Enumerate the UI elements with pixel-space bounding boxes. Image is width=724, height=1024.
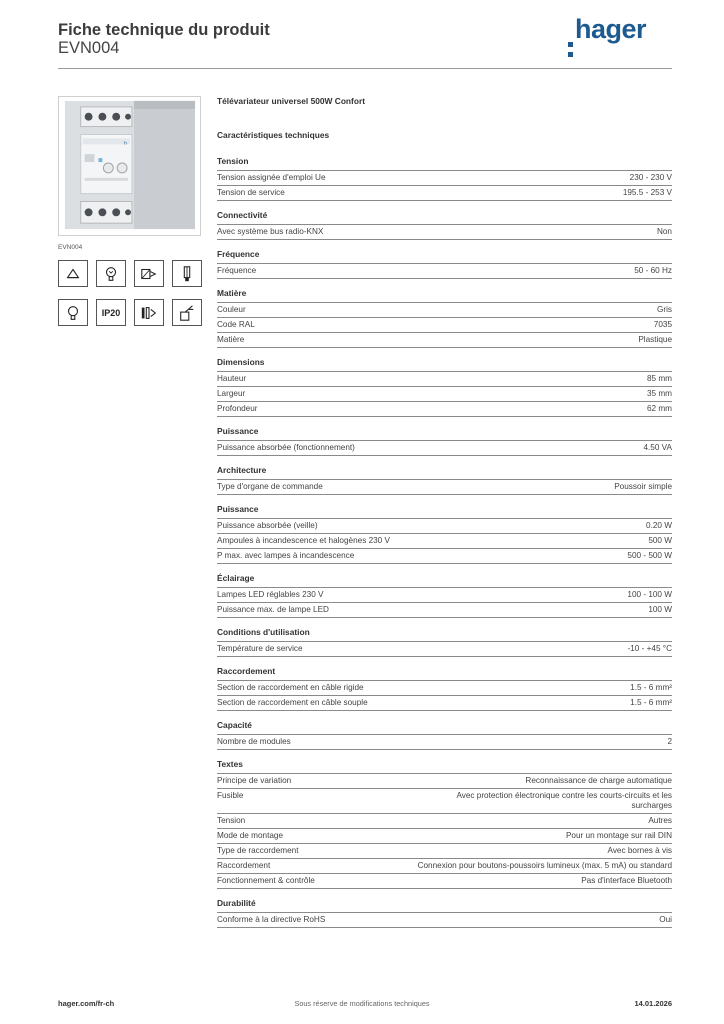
spec-table xyxy=(217,734,672,750)
spec-group xyxy=(217,895,672,928)
spec-row xyxy=(217,441,672,456)
svg-text:h: h xyxy=(124,141,127,147)
spec-group xyxy=(217,624,672,657)
spec-table xyxy=(217,302,672,348)
spec-row xyxy=(217,225,672,240)
spec-value: Avec bornes à vis xyxy=(607,846,672,855)
spec-label: Nombre de modules xyxy=(217,737,291,746)
product-code: EVN004 xyxy=(58,39,120,57)
spec-group xyxy=(217,756,672,889)
spec-row xyxy=(217,789,672,814)
spec-table xyxy=(217,641,672,657)
spec-group-title: Architecture xyxy=(217,465,267,475)
header-divider xyxy=(58,68,672,69)
feature-icons xyxy=(58,260,203,326)
spec-value: 100 W xyxy=(648,605,672,614)
product-title: Télévariateur universel 500W Confort xyxy=(217,96,366,106)
spec-table xyxy=(217,680,672,711)
spec-row xyxy=(217,549,672,564)
specs-heading: Caractéristiques techniques xyxy=(217,130,330,140)
spec-table xyxy=(217,912,672,928)
dimmer-icon xyxy=(134,299,164,326)
spec-group xyxy=(217,423,672,456)
spec-group xyxy=(217,717,672,750)
spec-row xyxy=(217,303,672,318)
spec-label: Largeur xyxy=(217,389,246,398)
spec-row xyxy=(217,642,672,657)
spec-table xyxy=(217,170,672,201)
spec-value: 230 - 230 V xyxy=(629,173,672,182)
spec-group-title: Tension xyxy=(217,156,249,166)
spec-row xyxy=(217,681,672,696)
spec-label: Tension xyxy=(217,816,246,825)
spec-group-title: Puissance xyxy=(217,504,259,514)
spec-value: Autres xyxy=(648,816,672,825)
spec-row xyxy=(217,844,672,859)
spec-row xyxy=(217,603,672,618)
spec-group-title: Puissance xyxy=(217,426,259,436)
spec-value: 4.50 VA xyxy=(643,443,672,452)
spec-label: Principe de variation xyxy=(217,776,292,785)
spec-group-title: Matière xyxy=(217,288,247,298)
spec-value: Pas d'interface Bluetooth xyxy=(581,876,672,885)
spec-value: 2 xyxy=(667,737,672,746)
spec-value: 500 W xyxy=(648,536,672,545)
push-button-icon xyxy=(172,299,202,326)
spec-table xyxy=(217,263,672,279)
spec-row xyxy=(217,588,672,603)
fluorescent-tube-icon xyxy=(172,260,202,287)
spec-group-title: Raccordement xyxy=(217,666,276,676)
spec-row xyxy=(217,480,672,495)
spec-label: Hauteur xyxy=(217,374,247,383)
spec-sheet xyxy=(217,96,672,934)
spec-group xyxy=(217,462,672,495)
spec-group-title: Textes xyxy=(217,759,243,769)
spec-row xyxy=(217,774,672,789)
spec-table xyxy=(217,371,672,417)
bulb-icon xyxy=(58,299,88,326)
spec-row xyxy=(217,264,672,279)
spec-label: Puissance max. de lampe LED xyxy=(217,605,329,614)
spec-table xyxy=(217,479,672,495)
spec-label: Raccordement xyxy=(217,861,271,870)
spec-value: 0.20 W xyxy=(646,521,672,530)
spec-label: Type d'organe de commande xyxy=(217,482,323,491)
spec-value: 7035 xyxy=(653,320,672,329)
spec-row xyxy=(217,735,672,750)
spec-value: Connexion pour boutons-poussoirs lumineux (max. 5 mA) ou standard xyxy=(417,861,672,870)
spec-value: 85 mm xyxy=(646,374,672,383)
spec-value: Oui xyxy=(659,915,672,924)
spec-row xyxy=(217,372,672,387)
brand-logo xyxy=(568,14,646,45)
transformer-icon xyxy=(134,260,164,287)
spec-row xyxy=(217,402,672,417)
spec-label: Conforme à la directive RoHS xyxy=(217,915,326,924)
spec-label: Puissance absorbée (veille) xyxy=(217,521,318,530)
spec-label: Fusible xyxy=(217,791,244,800)
spec-row xyxy=(217,534,672,549)
spec-label: Section de raccordement en câble souple xyxy=(217,698,368,707)
spec-value: 100 - 100 W xyxy=(627,590,672,599)
footer-disclaimer: Sous réserve de modifications techniques xyxy=(294,999,430,1008)
spec-label: Code RAL xyxy=(217,320,255,329)
spec-label: Couleur xyxy=(217,305,246,314)
dimmer-module-image xyxy=(59,97,200,235)
spec-table xyxy=(217,518,672,564)
spec-row xyxy=(217,814,672,829)
spec-value: Non xyxy=(656,227,672,236)
spec-group xyxy=(217,285,672,348)
spec-group xyxy=(217,153,672,201)
spec-label: Ampoules à incandescence et halogènes 230 V xyxy=(217,536,390,545)
spec-group xyxy=(217,501,672,564)
spec-row xyxy=(217,874,672,889)
spec-group-title: Connectivité xyxy=(217,210,268,220)
halogen-bulb-icon xyxy=(96,260,126,287)
footer-website[interactable]: hager.com/fr-ch xyxy=(58,999,115,1008)
spec-value: 500 - 500 W xyxy=(627,551,672,560)
product-photo xyxy=(58,96,201,236)
dome-lamp-icon xyxy=(58,260,88,287)
spec-table xyxy=(217,773,672,889)
spec-group-title: Éclairage xyxy=(217,573,255,583)
spec-group xyxy=(217,570,672,618)
spec-label: Section de raccordement en câble rigide xyxy=(217,683,364,692)
spec-row xyxy=(217,913,672,928)
spec-label: Tension assignée d'emploi Ue xyxy=(217,173,326,182)
spec-row xyxy=(217,333,672,348)
spec-table xyxy=(217,587,672,618)
spec-value: Poussoir simple xyxy=(614,482,672,491)
spec-label: Température de service xyxy=(217,644,303,653)
spec-value: 1.5 - 6 mm² xyxy=(630,698,672,707)
spec-groups xyxy=(217,153,672,928)
spec-value: 50 - 60 Hz xyxy=(634,266,672,275)
spec-row xyxy=(217,519,672,534)
spec-value: 1.5 - 6 mm² xyxy=(630,683,672,692)
spec-label: Puissance absorbée (fonctionnement) xyxy=(217,443,355,452)
spec-group-title: Conditions d'utilisation xyxy=(217,627,310,637)
brand-name: hager xyxy=(575,14,647,44)
spec-label: Mode de montage xyxy=(217,831,283,840)
spec-label: Avec système bus radio-KNX xyxy=(217,227,324,236)
spec-label: Type de raccordement xyxy=(217,846,299,855)
spec-group-title: Capacité xyxy=(217,720,252,730)
spec-group-title: Durabilité xyxy=(217,898,256,908)
spec-value: Plastique xyxy=(638,335,672,344)
spec-value: Pour un montage sur rail DIN xyxy=(565,831,672,840)
spec-label: Tension de service xyxy=(217,188,285,197)
spec-table xyxy=(217,440,672,456)
spec-value: -10 - +45 °C xyxy=(627,644,672,653)
spec-value: Avec protection électronique contre les courts-circuits et les surcharges xyxy=(456,791,672,810)
spec-value: Gris xyxy=(656,305,672,314)
spec-group xyxy=(217,663,672,711)
spec-row xyxy=(217,696,672,711)
spec-row xyxy=(217,318,672,333)
spec-row xyxy=(217,859,672,874)
spec-group-title: Dimensions xyxy=(217,357,265,367)
spec-row xyxy=(217,186,672,201)
spec-group xyxy=(217,354,672,417)
spec-group-title: Fréquence xyxy=(217,249,260,259)
spec-row xyxy=(217,387,672,402)
footer-date: 14.01.2026 xyxy=(634,999,672,1008)
spec-row xyxy=(217,829,672,844)
spec-group xyxy=(217,246,672,279)
spec-value: 35 mm xyxy=(646,389,672,398)
photo-caption: EVN004 xyxy=(58,244,83,251)
spec-value: 62 mm xyxy=(646,404,672,413)
spec-group xyxy=(217,207,672,240)
page-title: Fiche technique du produit xyxy=(58,21,270,39)
spec-value: 195.5 - 253 V xyxy=(622,188,672,197)
spec-label: Lampes LED réglables 230 V xyxy=(217,590,324,599)
spec-label: Profondeur xyxy=(217,404,258,413)
spec-label: P max. avec lampes à incandescence xyxy=(217,551,355,560)
spec-row xyxy=(217,171,672,186)
spec-label: Fréquence xyxy=(217,266,257,275)
ip20-icon: IP20 xyxy=(96,299,126,326)
spec-label: Matière xyxy=(217,335,245,344)
spec-value: Reconnaissance de charge automatique xyxy=(525,776,672,785)
spec-label: Fonctionnement & contrôle xyxy=(217,876,315,885)
spec-table xyxy=(217,224,672,240)
